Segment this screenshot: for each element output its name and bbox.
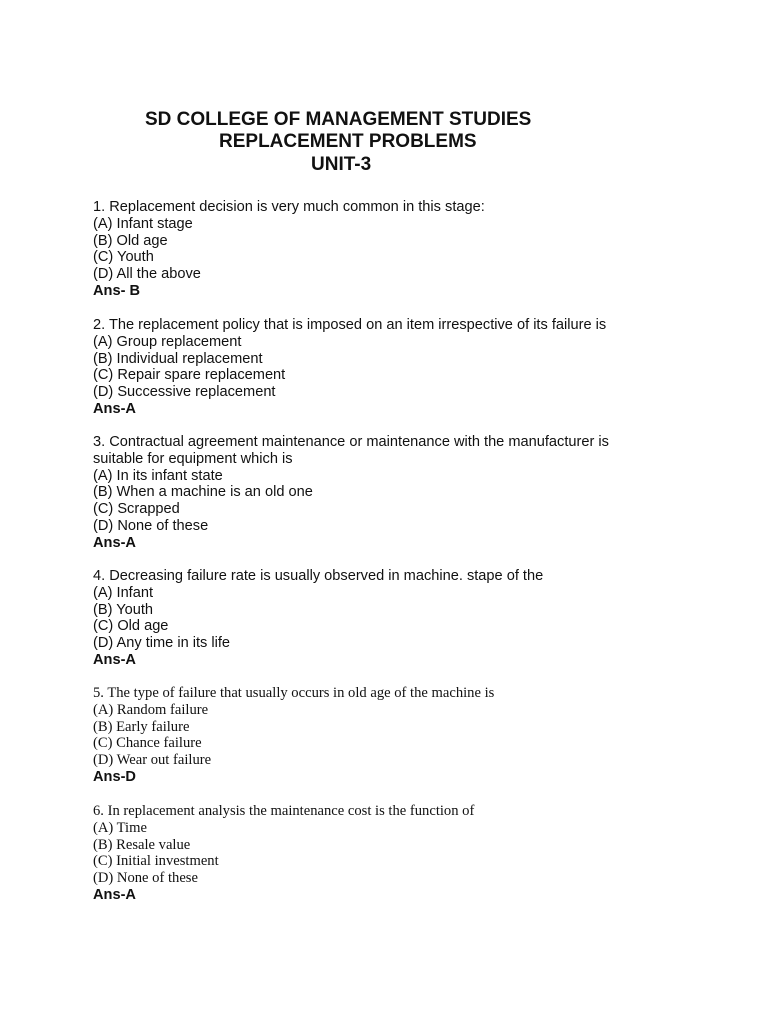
option-c: (C) Repair spare replacement (93, 367, 286, 384)
question-1 (93, 199, 693, 300)
document-title: REPLACEMENT PROBLEMS (219, 131, 477, 152)
option-c: (C) Initial investment (93, 853, 219, 870)
question-stem: 5. The type of failure that usually occurs in old age of the machine is (93, 685, 495, 701)
option-c: (C) Youth (93, 249, 154, 266)
option-b: (B) Old age (93, 232, 168, 249)
answer: Ans-A (93, 886, 136, 903)
option-b: (B) Individual replacement (93, 350, 263, 367)
option-d: (D) Any time in its life (93, 635, 231, 652)
unit-title: UNIT-3 (311, 154, 372, 175)
option-b: (B) Youth (93, 601, 154, 618)
answer: Ans-D (93, 768, 136, 785)
college-title: SD COLLEGE OF MANAGEMENT STUDIES (145, 109, 532, 130)
option-c: (C) Scrapped (93, 501, 180, 518)
question-stem: 1. Replacement decision is very much common in this stage: (93, 199, 485, 215)
answer: Ans-A (93, 651, 136, 668)
option-d: (D) Successive replacement (93, 384, 276, 401)
question-stem: 2. The replacement policy that is imposed on an item irrespective of its failure is (93, 317, 607, 333)
question-stem: 6. In replacement analysis the maintenance cost is the function of (93, 803, 475, 819)
option-c: (C) Chance failure (93, 735, 202, 752)
question-stem-continued: suitable for equipment which is (93, 450, 293, 467)
answer: Ans-A (93, 400, 136, 417)
question-5 (93, 685, 693, 786)
option-b: (B) Early failure (93, 718, 190, 735)
option-d: (D) None of these (93, 870, 198, 887)
option-d: (D) All the above (93, 266, 201, 283)
question-4 (93, 568, 693, 669)
option-b: (B) Resale value (93, 836, 191, 853)
option-a: (A) Group replacement (93, 333, 242, 350)
option-a: (A) Random failure (93, 701, 209, 718)
option-d: (D) Wear out failure (93, 752, 212, 769)
question-stem: 4. Decreasing failure rate is usually observed in machine. stape of the (93, 568, 544, 584)
option-d: (D) None of these (93, 517, 209, 534)
question-2 (93, 317, 693, 418)
option-a: (A) Infant (93, 584, 154, 601)
option-c: (C) Old age (93, 618, 169, 635)
question-6 (93, 803, 693, 904)
answer: Ans-A (93, 534, 136, 551)
question-stem: 3. Contractual agreement maintenance or maintenance with the manufacturer is (93, 434, 609, 450)
option-a: (A) Infant stage (93, 215, 193, 232)
option-b: (B) When a machine is an old one (93, 484, 313, 501)
option-a: (A) In its infant state (93, 467, 223, 484)
question-3 (93, 434, 693, 552)
answer: Ans- B (93, 282, 141, 299)
option-a: (A) Time (93, 819, 147, 836)
